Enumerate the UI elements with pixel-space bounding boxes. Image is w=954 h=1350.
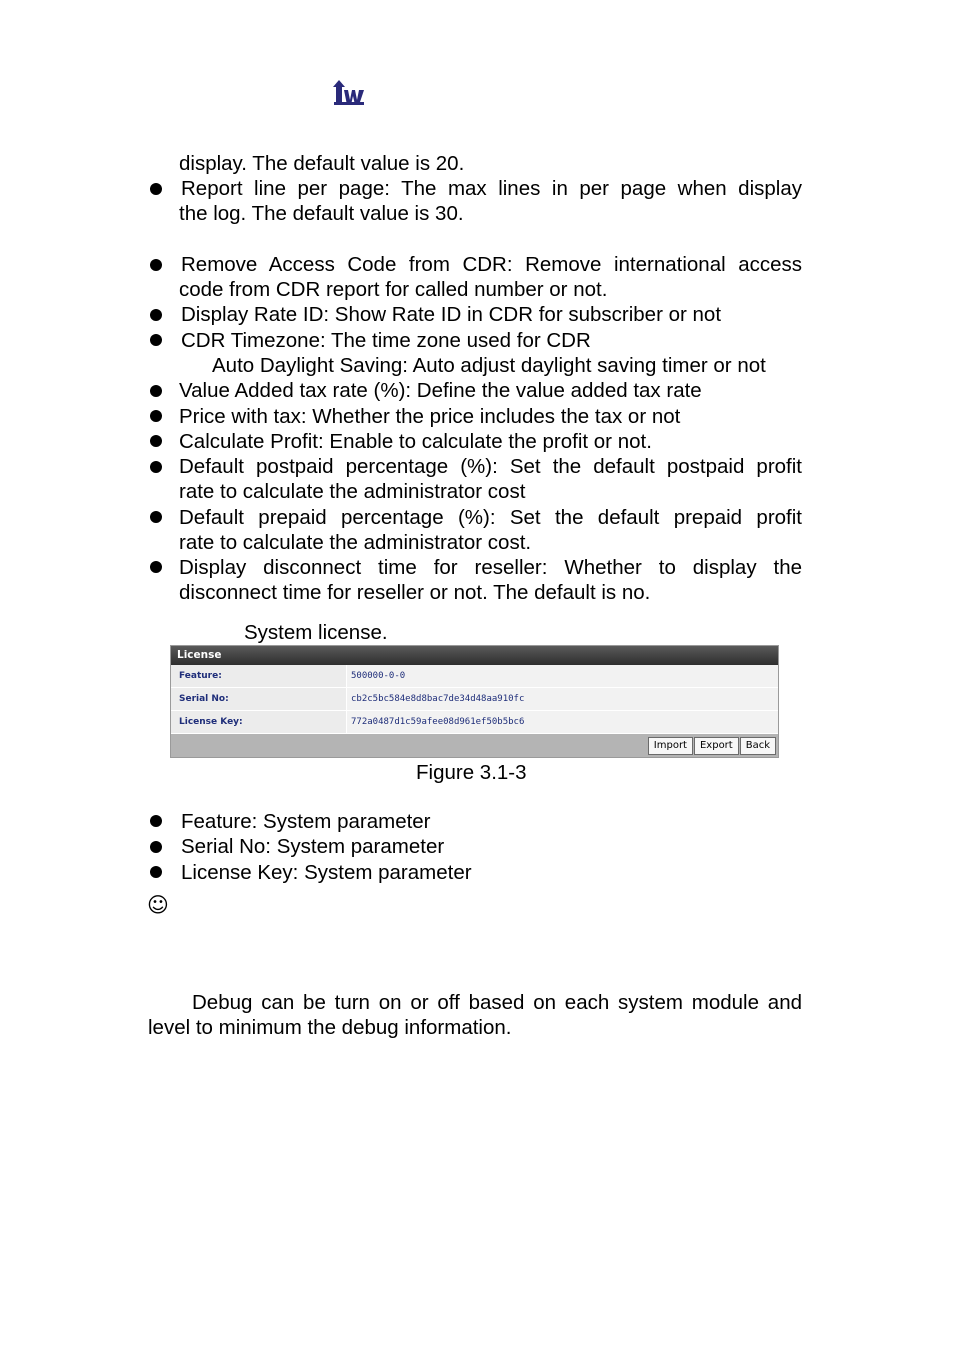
bullet-icon	[150, 309, 162, 321]
bullet-icon	[150, 461, 162, 473]
import-button[interactable]: Import	[648, 737, 693, 755]
bullet-icon	[150, 841, 162, 853]
license-key-label: License Key:	[171, 711, 347, 733]
cdr-timezone-text: CDR Timezone: The time zone used for CDR	[181, 329, 591, 352]
bullet-icon	[150, 259, 162, 271]
feature-value: 500000-0-0	[347, 665, 778, 687]
serial-param-text: Serial No: System parameter	[181, 835, 445, 858]
continuation-line: display. The default value is 20.	[179, 152, 465, 175]
report-line-text: Report line per page: The max lines in per page when display	[181, 177, 802, 200]
table-row	[171, 711, 778, 734]
debug-paragraph: Debug can be turn on or off based on each system module and	[192, 991, 802, 1014]
back-button[interactable]: Back	[740, 737, 776, 755]
bullet-icon	[150, 435, 162, 447]
serial-no-label: Serial No:	[171, 688, 347, 710]
figure-caption: Figure 3.1-3	[416, 761, 527, 784]
table-row	[171, 665, 778, 688]
prepaid-text: Default prepaid percentage (%): Set the default prepaid profit	[179, 506, 802, 529]
table-row	[171, 688, 778, 711]
serial-no-value: cb2c5bc584e8d8bac7de34d48aa910fc	[347, 688, 778, 710]
feature-label: Feature:	[171, 665, 347, 687]
smiley-icon: ☺	[147, 893, 169, 917]
license-panel	[170, 645, 779, 758]
display-rate-id-text: Display Rate ID: Show Rate ID in CDR for subscriber or not	[181, 303, 722, 326]
vat-text: Value Added tax rate (%): Define the value added tax rate	[179, 379, 702, 402]
bullet-icon	[150, 561, 162, 573]
report-line-text-cont: the log. The default value is 30.	[179, 202, 464, 225]
license-caption: System license.	[244, 621, 388, 644]
calculate-profit-text: Calculate Profit: Enable to calculate the profit or not.	[179, 430, 652, 453]
license-key-param-text: License Key: System parameter	[181, 861, 472, 884]
license-panel-title: License	[171, 646, 778, 665]
bullet-icon	[150, 815, 162, 827]
company-logo-icon	[331, 78, 367, 108]
bullet-icon	[150, 410, 162, 422]
disconnect-time-text: Display disconnect time for reseller: Whether to display the	[179, 556, 802, 579]
feature-param-text: Feature: System parameter	[181, 810, 431, 833]
license-panel-footer	[171, 734, 778, 757]
prepaid-text-cont: rate to calculate the administrator cost.	[179, 531, 532, 554]
disconnect-time-text-cont: disconnect time for reseller or not. The default is no.	[179, 581, 651, 604]
remove-access-code-text: Remove Access Code from CDR: Remove international access	[181, 253, 802, 276]
bullet-icon	[150, 183, 162, 195]
bullet-icon	[150, 385, 162, 397]
debug-paragraph-cont: level to minimum the debug information.	[148, 1016, 512, 1039]
remove-access-code-text-cont: code from CDR report for called number or not.	[179, 278, 608, 301]
license-key-value: 772a0487d1c59afee08d961ef50b5bc6	[347, 711, 778, 733]
price-with-tax-text: Price with tax: Whether the price includes the tax or not	[179, 405, 681, 428]
postpaid-text-cont: rate to calculate the administrator cost	[179, 480, 526, 503]
bullet-icon	[150, 511, 162, 523]
export-button[interactable]: Export	[694, 737, 739, 755]
postpaid-text: Default postpaid percentage (%): Set the default postpaid profit	[179, 455, 802, 478]
bullet-icon	[150, 334, 162, 346]
bullet-icon	[150, 866, 162, 878]
auto-daylight-text: Auto Daylight Saving: Auto adjust daylight saving timer or not	[212, 354, 766, 377]
